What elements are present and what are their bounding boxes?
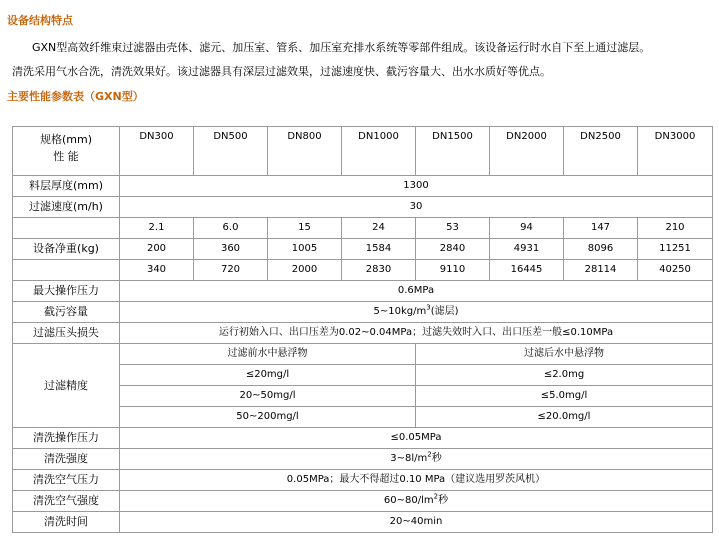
table-cell: 2840 [416, 239, 490, 260]
header-label-line1: 规格(mm) [39, 133, 92, 146]
table-cell: 50~200mg/l [120, 407, 416, 428]
table-cell: 2.1 [120, 218, 194, 239]
value-text: 60~80/lm [383, 495, 434, 506]
table-cell: 8096 [564, 239, 638, 260]
table-row [13, 491, 713, 512]
table-cell: 15 [268, 218, 342, 239]
row-label: 设备净重(kg) [13, 239, 120, 260]
table-cell: 340 [120, 260, 194, 281]
paragraph-line-2: 清洗采用气水合洗，清洗效果好。该过滤器具有深层过滤效果，过滤速度快、截污容量大、出水水质好等优点。 [12, 65, 551, 78]
table-cell: 20~40min [120, 512, 713, 533]
table-cell: 210 [638, 218, 713, 239]
table-cell: 11251 [638, 239, 713, 260]
table-cell [120, 449, 713, 470]
table-cell: 2830 [342, 260, 416, 281]
section-title: 设备结构特点 [7, 14, 73, 27]
table-cell: 1584 [342, 239, 416, 260]
row-label: 截污容量 [13, 302, 120, 323]
table-row [13, 281, 713, 302]
table-row [13, 197, 713, 218]
table-cell: 0.05MPa；最大不得超过0.10 MPa（建议选用罗茨风机） [120, 470, 713, 491]
table-cell: ≤2.0mg [416, 365, 713, 386]
table-cell: 53 [416, 218, 490, 239]
table-cell: 360 [194, 239, 268, 260]
table-cell: ≤0.05MPa [120, 428, 713, 449]
table-cell: 94 [490, 218, 564, 239]
table-cell: 过滤后水中悬浮物 [416, 344, 713, 365]
table-cell: 40250 [638, 260, 713, 281]
row-label: 最大操作压力 [13, 281, 120, 302]
table-cell: ≤20mg/l [120, 365, 416, 386]
table-row [13, 176, 713, 197]
row-label: 清洗空气压力 [13, 470, 120, 491]
table-cell: ≤5.0mg/l [416, 386, 713, 407]
row-label: 过滤速度(m/h) [13, 197, 120, 218]
table-cell: 1005 [268, 239, 342, 260]
table-cell: ≤20.0mg/l [416, 407, 713, 428]
column-header: DN3000 [638, 127, 713, 176]
value-text: (滤层) [430, 306, 459, 317]
table-row [13, 323, 713, 344]
table-cell: 20~50mg/l [120, 386, 416, 407]
row-label [13, 218, 120, 239]
table-cell: 6.0 [194, 218, 268, 239]
value-text: 秒 [438, 495, 449, 506]
row-label: 清洗时间 [13, 512, 120, 533]
paragraph-line-1: GXN型高效纤维束过滤器由壳体、滤元、加压室、管系、加压室充排水系统等零部件组成。该设备运行时水自下至上通过滤层。 [32, 41, 651, 54]
table-cell: 30 [120, 197, 713, 218]
column-header: DN300 [120, 127, 194, 176]
table-cell: 0.6MPa [120, 281, 713, 302]
table-row [13, 218, 713, 239]
table-cell: 过滤前水中悬浮物 [120, 344, 416, 365]
header-label-cell [13, 127, 120, 176]
row-label: 清洗空气强度 [13, 491, 120, 512]
table-row [13, 344, 713, 365]
table-row [13, 470, 713, 491]
description-paragraph [12, 36, 712, 84]
table-row [13, 512, 713, 533]
table-cell: 28114 [564, 260, 638, 281]
table-cell: 4931 [490, 239, 564, 260]
table-row [13, 428, 713, 449]
row-label [13, 260, 120, 281]
table-cell: 运行初始入口、出口压差为0.02~0.04MPa；过滤失效时入口、出口压差一般≤0.10MPa [120, 323, 713, 344]
table-cell: 147 [564, 218, 638, 239]
table-row [13, 449, 713, 470]
row-label: 料层厚度(mm) [13, 176, 120, 197]
table-row [13, 239, 713, 260]
table-cell: 2000 [268, 260, 342, 281]
spec-table [12, 126, 713, 533]
row-label: 过滤压头损失 [13, 323, 120, 344]
table-row [13, 302, 713, 323]
table-title: 主要性能参数表（GXN型） [7, 90, 144, 103]
table-header-row [13, 127, 713, 176]
column-header: DN2000 [490, 127, 564, 176]
value-text: 秒 [431, 453, 442, 464]
row-label: 清洗强度 [13, 449, 120, 470]
table-cell: 720 [194, 260, 268, 281]
column-header: DN800 [268, 127, 342, 176]
table-row [13, 260, 713, 281]
table-cell: 1300 [120, 176, 713, 197]
header-label-line2: 性 能 [53, 150, 79, 163]
table-cell: 9110 [416, 260, 490, 281]
table-cell: 16445 [490, 260, 564, 281]
column-header: DN2500 [564, 127, 638, 176]
column-header: DN1500 [416, 127, 490, 176]
row-label: 过滤精度 [13, 344, 120, 428]
row-label: 清洗操作压力 [13, 428, 120, 449]
value-text: 5~10kg/m [373, 306, 427, 317]
superscript: 3 [426, 303, 431, 312]
superscript: 2 [427, 450, 432, 459]
table-cell [120, 491, 713, 512]
column-header: DN500 [194, 127, 268, 176]
table-cell [120, 302, 713, 323]
value-text: 3~8l/m [390, 453, 428, 464]
column-header: DN1000 [342, 127, 416, 176]
table-cell: 200 [120, 239, 194, 260]
superscript: 2 [433, 492, 439, 501]
table-cell: 24 [342, 218, 416, 239]
